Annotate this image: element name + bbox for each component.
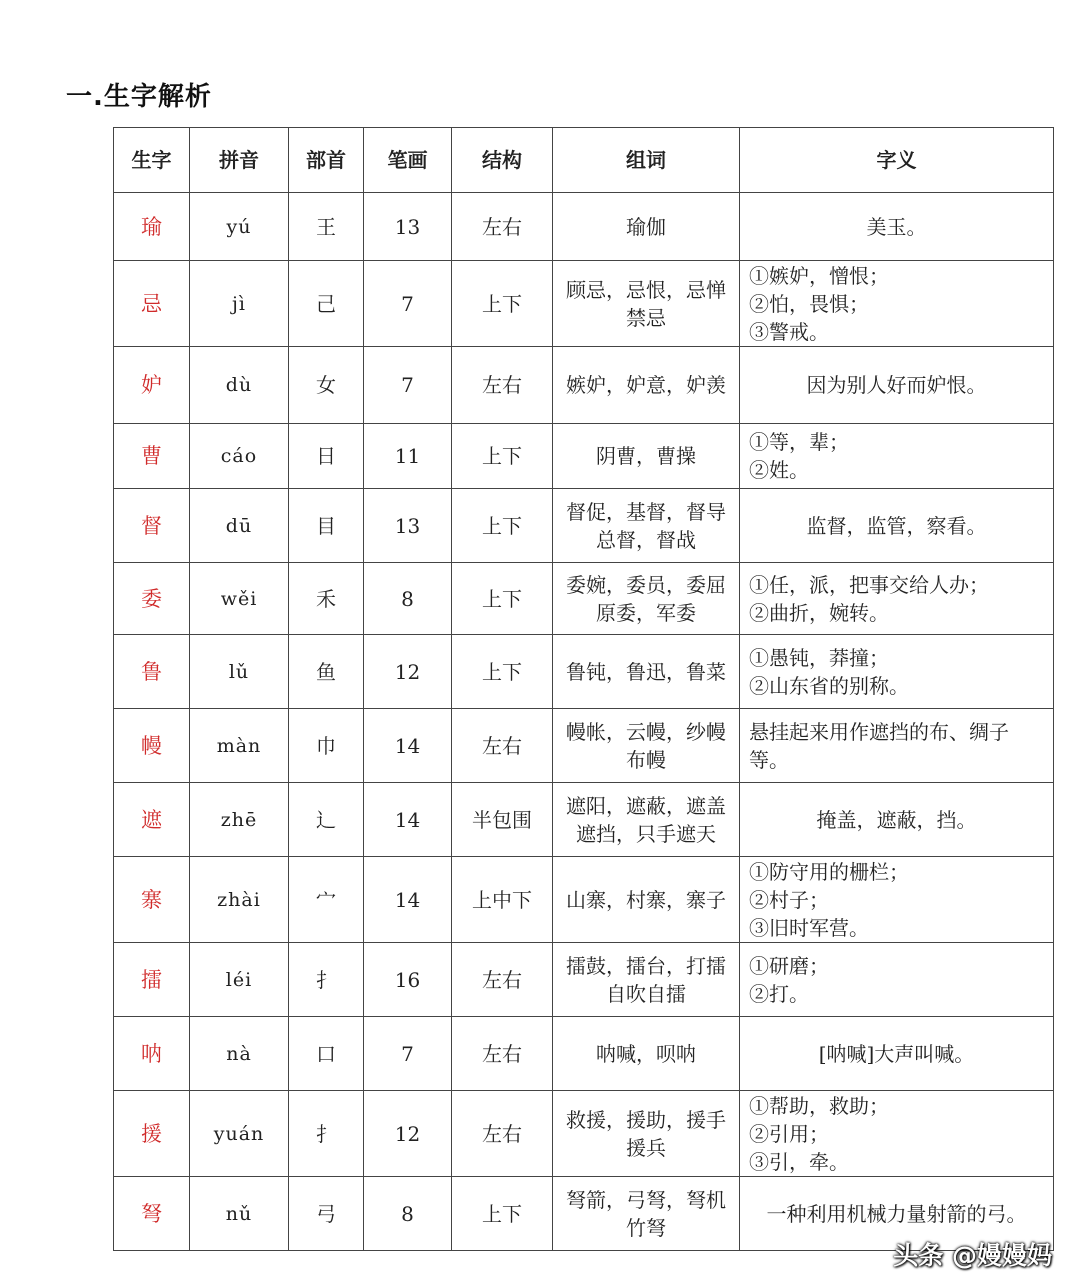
words-cell <box>553 1017 740 1091</box>
strokes-cell: 8 <box>364 563 452 635</box>
meaning-line: [呐喊]大声叫喊。 <box>818 1041 975 1066</box>
meaning-line: 美玉。 <box>866 214 927 239</box>
strokes-cell: 13 <box>364 489 452 563</box>
word-line: 禁忌 <box>626 305 666 330</box>
pinyin-cell: jì <box>190 261 289 347</box>
word-line: 顾忌，忌恨，忌惮 <box>566 277 726 302</box>
structure-cell: 左右 <box>452 943 553 1017</box>
meaning-cell <box>740 709 1054 783</box>
meaning-line: ②引用； <box>749 1121 829 1146</box>
structure-cell: 半包围 <box>452 783 553 857</box>
structure-cell: 上下 <box>452 635 553 709</box>
word-line: 救援，援助，援手 <box>566 1107 726 1132</box>
meaning-cell <box>740 424 1054 489</box>
word-line: 山寨，村寨，寨子 <box>566 887 726 912</box>
pinyin-cell: nǔ <box>190 1177 289 1251</box>
structure-cell: 上下 <box>452 489 553 563</box>
header-radical: 部首 <box>289 128 364 193</box>
table-body <box>114 193 1054 1251</box>
meaning-line: ①研磨； <box>749 953 829 978</box>
table-row <box>114 943 1054 1017</box>
words-cell <box>553 261 740 347</box>
strokes-cell: 12 <box>364 1091 452 1177</box>
strokes-cell: 14 <box>364 857 452 943</box>
table-row <box>114 193 1054 261</box>
meaning-cell <box>740 563 1054 635</box>
strokes-cell: 16 <box>364 943 452 1017</box>
meaning-cell <box>740 783 1054 857</box>
meaning-line: 掩盖，遮蔽，挡。 <box>816 807 977 832</box>
structure-cell: 上中下 <box>452 857 553 943</box>
pinyin-cell: lǔ <box>190 635 289 709</box>
word-line: 弩箭，弓弩，弩机 <box>566 1187 726 1212</box>
structure-cell: 左右 <box>452 1017 553 1091</box>
section-title: 一.生字解析 <box>66 82 212 112</box>
table-row <box>114 857 1054 943</box>
word-line: 阴曹，曹操 <box>596 444 696 468</box>
header-pinyin: 拼音 <box>190 128 289 193</box>
strokes-cell: 12 <box>364 635 452 709</box>
header-strokes: 笔画 <box>364 128 452 193</box>
structure-cell: 上下 <box>452 563 553 635</box>
table-row <box>114 489 1054 563</box>
words-cell <box>553 635 740 709</box>
meaning-cell <box>740 1091 1054 1177</box>
meaning-cell <box>740 635 1054 709</box>
words-cell <box>553 563 740 635</box>
meaning-line: 监督，监管，察看。 <box>806 513 987 538</box>
pinyin-cell: dù <box>190 347 289 424</box>
meaning-line: ①任，派，把事交给人办； <box>749 572 989 597</box>
words-cell <box>553 347 740 424</box>
pinyin-cell: yuán <box>190 1091 289 1177</box>
header-structure: 结构 <box>452 128 553 193</box>
meaning-line: ①嫉妒，憎恨； <box>749 263 889 288</box>
table-header-row <box>114 128 1054 193</box>
pinyin-cell: zhē <box>190 783 289 857</box>
words-cell <box>553 857 740 943</box>
char-cell: 瑜 <box>114 193 190 261</box>
header-char: 生字 <box>114 128 190 193</box>
word-line: 总督，督战 <box>596 527 696 552</box>
words-cell <box>553 1091 740 1177</box>
strokes-cell: 13 <box>364 193 452 261</box>
strokes-cell: 14 <box>364 783 452 857</box>
meaning-line: ①帮助，救助； <box>749 1093 889 1118</box>
word-line: 擂鼓，擂台，打擂 <box>566 953 726 978</box>
pinyin-cell: dū <box>190 489 289 563</box>
strokes-cell: 14 <box>364 709 452 783</box>
meaning-line: ③引，牵。 <box>749 1149 849 1174</box>
meaning-cell <box>740 193 1054 261</box>
table-row <box>114 1091 1054 1177</box>
meaning-line: 等。 <box>749 747 789 772</box>
meaning-line: ②村子； <box>749 887 829 912</box>
char-cell: 呐 <box>114 1017 190 1091</box>
char-cell: 擂 <box>114 943 190 1017</box>
structure-cell: 上下 <box>452 424 553 489</box>
char-cell: 鲁 <box>114 635 190 709</box>
meaning-line: ②山东省的别称。 <box>749 673 909 698</box>
table-row <box>114 783 1054 857</box>
char-cell: 遮 <box>114 783 190 857</box>
watermark: 头条 @嫚嫚妈 <box>893 1241 1052 1270</box>
word-line: 瑜伽 <box>626 214 666 239</box>
word-line: 竹弩 <box>626 1215 666 1240</box>
meaning-line: ①等，辈； <box>749 430 849 454</box>
char-cell: 曹 <box>114 424 190 489</box>
pinyin-cell: cáo <box>190 424 289 489</box>
char-cell: 弩 <box>114 1177 190 1251</box>
char-cell: 忌 <box>114 261 190 347</box>
word-line: 援兵 <box>626 1135 666 1160</box>
meaning-line: ①防守用的栅栏； <box>749 859 909 884</box>
radical-cell: 口 <box>289 1017 364 1091</box>
word-line: 遮挡，只手遮天 <box>576 821 716 846</box>
vocabulary-table <box>113 127 1054 1251</box>
radical-cell: 扌 <box>289 943 364 1017</box>
pinyin-cell: nà <box>190 1017 289 1091</box>
structure-cell: 上下 <box>452 1177 553 1251</box>
word-line: 嫉妒，妒意，妒羡 <box>566 373 726 397</box>
meaning-line: ③警戒。 <box>749 319 829 344</box>
word-line: 委婉，委员，委屈 <box>566 572 726 597</box>
radical-cell: 巾 <box>289 709 364 783</box>
word-line: 遮阳，遮蔽，遮盖 <box>566 793 726 818</box>
radical-cell: 禾 <box>289 563 364 635</box>
meaning-line: ②姓。 <box>749 458 809 482</box>
words-cell <box>553 783 740 857</box>
radical-cell: 女 <box>289 347 364 424</box>
pinyin-cell: léi <box>190 943 289 1017</box>
strokes-cell: 7 <box>364 261 452 347</box>
meaning-cell <box>740 261 1054 347</box>
word-line: 原委，军委 <box>596 600 696 625</box>
radical-cell: 扌 <box>289 1091 364 1177</box>
pinyin-cell: zhài <box>190 857 289 943</box>
word-line: 布幔 <box>626 747 666 772</box>
radical-cell: 鱼 <box>289 635 364 709</box>
words-cell <box>553 709 740 783</box>
radical-cell: 王 <box>289 193 364 261</box>
header-meaning: 字义 <box>740 128 1054 193</box>
table-row <box>114 635 1054 709</box>
words-cell <box>553 1177 740 1251</box>
header-words: 组词 <box>553 128 740 193</box>
radical-cell: 日 <box>289 424 364 489</box>
words-cell <box>553 424 740 489</box>
char-cell: 幔 <box>114 709 190 783</box>
char-cell: 委 <box>114 563 190 635</box>
strokes-cell: 7 <box>364 347 452 424</box>
words-cell <box>553 489 740 563</box>
meaning-cell <box>740 1017 1054 1091</box>
meaning-cell <box>740 943 1054 1017</box>
radical-cell: 辶 <box>289 783 364 857</box>
pinyin-cell: wěi <box>190 563 289 635</box>
meaning-line: ①愚钝，莽撞； <box>749 645 889 670</box>
char-cell: 寨 <box>114 857 190 943</box>
pinyin-cell: yú <box>190 193 289 261</box>
meaning-line: ②怕，畏惧； <box>749 291 869 316</box>
structure-cell: 左右 <box>452 347 553 424</box>
table-row <box>114 563 1054 635</box>
meaning-line: ②曲折，婉转。 <box>749 600 889 625</box>
structure-cell: 左右 <box>452 709 553 783</box>
radical-cell: 己 <box>289 261 364 347</box>
words-cell <box>553 943 740 1017</box>
meaning-line: 一种利用机械力量射箭的弓。 <box>766 1201 1027 1226</box>
structure-cell: 上下 <box>452 261 553 347</box>
char-cell: 督 <box>114 489 190 563</box>
char-cell: 妒 <box>114 347 190 424</box>
meaning-cell <box>740 489 1054 563</box>
strokes-cell: 8 <box>364 1177 452 1251</box>
table-row <box>114 347 1054 424</box>
pinyin-cell: màn <box>190 709 289 783</box>
table-row <box>114 709 1054 783</box>
meaning-cell <box>740 857 1054 943</box>
strokes-cell: 11 <box>364 424 452 489</box>
meaning-line: ③旧时军营。 <box>749 915 869 940</box>
table-row <box>114 261 1054 347</box>
word-line: 自吹自擂 <box>606 981 686 1006</box>
words-cell <box>553 193 740 261</box>
structure-cell: 左右 <box>452 193 553 261</box>
table-row <box>114 1017 1054 1091</box>
strokes-cell: 7 <box>364 1017 452 1091</box>
word-line: 督促，基督，督导 <box>566 499 726 524</box>
radical-cell: 目 <box>289 489 364 563</box>
structure-cell: 左右 <box>452 1091 553 1177</box>
word-line: 鲁钝，鲁迅，鲁菜 <box>566 659 726 684</box>
meaning-cell <box>740 347 1054 424</box>
radical-cell: 弓 <box>289 1177 364 1251</box>
word-line: 幔帐，云幔，纱幔 <box>566 719 726 744</box>
word-line: 呐喊，呗呐 <box>596 1041 696 1066</box>
meaning-line: 因为别人好而妒恨。 <box>806 373 987 397</box>
meaning-line: ②打。 <box>749 981 809 1006</box>
table-row <box>114 424 1054 489</box>
char-cell: 援 <box>114 1091 190 1177</box>
meaning-line: 悬挂起来用作遮挡的布、绸子 <box>749 719 1009 744</box>
radical-cell: 宀 <box>289 857 364 943</box>
